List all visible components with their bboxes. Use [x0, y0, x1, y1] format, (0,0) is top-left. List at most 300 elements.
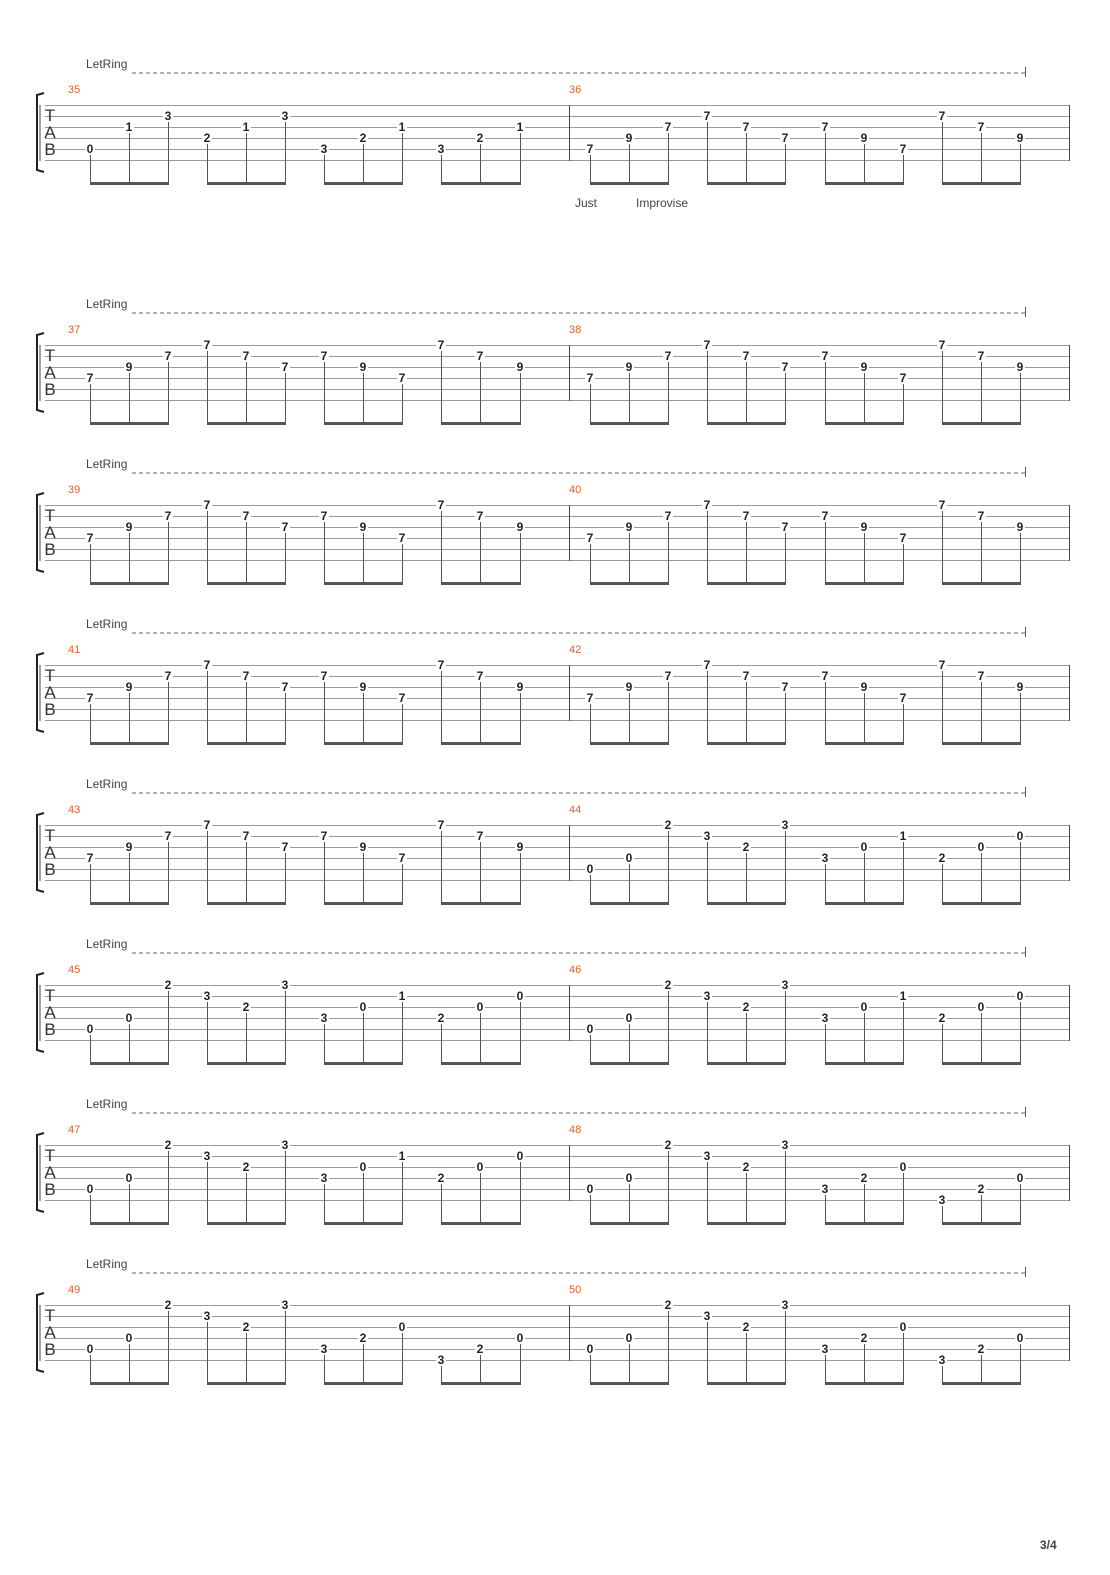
note-beam	[90, 902, 169, 905]
note-beam	[441, 182, 521, 185]
fret-number: 7	[899, 691, 907, 705]
fret-number: 0	[899, 1320, 907, 1334]
fret-number: 1	[398, 989, 406, 1003]
fret-number: 2	[977, 1342, 985, 1356]
fret-number: 3	[821, 1342, 829, 1356]
fret-number: 3	[203, 989, 211, 1003]
note-beam	[441, 422, 521, 425]
fret-number: 7	[664, 509, 672, 523]
fret-number: 7	[242, 829, 250, 843]
fret-number: 2	[242, 1000, 250, 1014]
note-beam	[90, 422, 169, 425]
note-beam	[324, 582, 403, 585]
fret-number: 2	[476, 131, 484, 145]
tab-clef-letter: A	[44, 523, 56, 542]
fret-number: 7	[742, 509, 750, 523]
fret-number: 0	[125, 1011, 133, 1025]
note-beam	[825, 1382, 904, 1385]
measure-number: 36	[569, 84, 582, 96]
fret-number: 0	[586, 1182, 594, 1196]
fret-number: 9	[1016, 360, 1024, 374]
fret-number: 3	[703, 989, 711, 1003]
note-beam	[825, 582, 904, 585]
note-beam	[90, 1382, 169, 1385]
note-beam	[707, 742, 786, 745]
note-beam	[207, 182, 286, 185]
fret-number: 7	[437, 338, 445, 352]
fret-number: 0	[625, 851, 633, 865]
fret-number: 7	[821, 120, 829, 134]
fret-number: 7	[203, 498, 211, 512]
fret-number: 7	[164, 509, 172, 523]
fret-number: 0	[125, 1331, 133, 1345]
measure-number: 41	[68, 644, 81, 656]
note-beam	[707, 582, 786, 585]
fret-number: 0	[86, 1182, 94, 1196]
fret-number: 3	[938, 1193, 946, 1207]
fret-number: 0	[586, 862, 594, 876]
fret-number: 7	[203, 658, 211, 672]
fret-number: 3	[320, 1011, 328, 1025]
tab-clef-letter: T	[44, 1146, 56, 1165]
measure-number: 48	[569, 1124, 582, 1136]
fret-number: 3	[821, 851, 829, 865]
tab-clef-letter: A	[44, 363, 56, 382]
fret-number: 2	[742, 840, 750, 854]
fret-number: 0	[125, 1171, 133, 1185]
fret-number: 0	[86, 1022, 94, 1036]
note-beam	[707, 902, 786, 905]
tab-clef-letter: A	[44, 683, 56, 702]
note-beam	[942, 1062, 1021, 1065]
note-beam	[441, 1222, 521, 1225]
fret-number: 9	[860, 360, 868, 374]
fret-number: 3	[281, 1298, 289, 1312]
fret-number: 7	[203, 818, 211, 832]
fret-number: 9	[359, 680, 367, 694]
fret-number: 7	[398, 851, 406, 865]
fret-number: 3	[781, 1138, 789, 1152]
fret-number: 0	[625, 1011, 633, 1025]
fret-number: 3	[320, 142, 328, 156]
fret-number: 7	[781, 520, 789, 534]
fret-number: 7	[281, 360, 289, 374]
fret-number: 9	[359, 520, 367, 534]
measure-number: 35	[68, 84, 81, 96]
fret-number: 9	[625, 131, 633, 145]
fret-number: 7	[476, 349, 484, 363]
tab-clef-letter: A	[44, 1323, 56, 1342]
note-beam	[324, 422, 403, 425]
fret-number: 0	[398, 1320, 406, 1334]
fret-number: 7	[586, 691, 594, 705]
fret-number: 2	[242, 1160, 250, 1174]
measure-number: 37	[68, 324, 81, 336]
fret-number: 7	[203, 338, 211, 352]
note-beam	[90, 182, 169, 185]
measure-number: 45	[68, 964, 81, 976]
fret-number: 7	[281, 840, 289, 854]
fret-number: 2	[203, 131, 211, 145]
let-ring-label: LetRing	[86, 1097, 128, 1111]
measure-number: 50	[569, 1284, 582, 1296]
let-ring-label: LetRing	[86, 777, 128, 791]
fret-number: 9	[860, 520, 868, 534]
fret-number: 2	[742, 1320, 750, 1334]
fret-number: 1	[242, 120, 250, 134]
let-ring-label: LetRing	[86, 1257, 128, 1271]
note-beam	[441, 582, 521, 585]
fret-number: 7	[86, 851, 94, 865]
fret-number: 9	[625, 520, 633, 534]
fret-number: 7	[703, 109, 711, 123]
note-beam	[707, 1222, 786, 1225]
note-beam	[825, 1222, 904, 1225]
fret-number: 7	[938, 338, 946, 352]
fret-number: 7	[437, 818, 445, 832]
fret-number: 7	[703, 658, 711, 672]
fret-number: 7	[664, 349, 672, 363]
fret-number: 0	[977, 1000, 985, 1014]
fret-number: 2	[860, 1331, 868, 1345]
fret-number: 2	[359, 131, 367, 145]
fret-number: 7	[476, 509, 484, 523]
measure-number: 46	[569, 964, 582, 976]
fret-number: 2	[242, 1320, 250, 1334]
fret-number: 3	[203, 1309, 211, 1323]
fret-number: 2	[437, 1011, 445, 1025]
note-beam	[441, 902, 521, 905]
fret-number: 0	[977, 840, 985, 854]
fret-number: 0	[625, 1171, 633, 1185]
note-beam	[942, 182, 1021, 185]
fret-number: 9	[359, 840, 367, 854]
fret-number: 1	[398, 120, 406, 134]
fret-number: 7	[781, 131, 789, 145]
fret-number: 0	[476, 1000, 484, 1014]
note-beam	[590, 742, 669, 745]
measure-number: 49	[68, 1284, 81, 1296]
lyric-text: Improvise	[636, 196, 689, 210]
fret-number: 0	[860, 840, 868, 854]
fret-number: 7	[664, 120, 672, 134]
fret-number: 0	[516, 989, 524, 1003]
fret-number: 1	[516, 120, 524, 134]
note-beam	[590, 1222, 669, 1225]
fret-number: 7	[437, 498, 445, 512]
fret-number: 7	[742, 669, 750, 683]
note-beam	[90, 742, 169, 745]
fret-number: 3	[821, 1011, 829, 1025]
fret-number: 3	[281, 978, 289, 992]
fret-number: 7	[899, 142, 907, 156]
fret-number: 9	[125, 360, 133, 374]
fret-number: 7	[703, 498, 711, 512]
fret-number: 7	[586, 371, 594, 385]
note-beam	[207, 1062, 286, 1065]
fret-number: 0	[1016, 1171, 1024, 1185]
fret-number: 7	[164, 349, 172, 363]
tab-clef-letter: A	[44, 1163, 56, 1182]
fret-number: 7	[938, 498, 946, 512]
fret-number: 7	[242, 669, 250, 683]
fret-number: 7	[586, 142, 594, 156]
fret-number: 9	[860, 131, 868, 145]
fret-number: 2	[359, 1331, 367, 1345]
fret-number: 1	[899, 989, 907, 1003]
let-ring-label: LetRing	[86, 297, 128, 311]
fret-number: 3	[703, 1309, 711, 1323]
fret-number: 3	[320, 1342, 328, 1356]
note-beam	[207, 742, 286, 745]
fret-number: 0	[86, 142, 94, 156]
lyric-text: Just	[575, 196, 598, 210]
fret-number: 1	[125, 120, 133, 134]
fret-number: 3	[703, 1149, 711, 1163]
fret-number: 2	[164, 1138, 172, 1152]
measure-number: 42	[569, 644, 582, 656]
measure-number: 47	[68, 1124, 81, 1136]
note-beam	[825, 182, 904, 185]
fret-number: 7	[437, 658, 445, 672]
note-beam	[441, 1062, 521, 1065]
note-beam	[825, 422, 904, 425]
fret-number: 2	[664, 1138, 672, 1152]
fret-number: 3	[281, 109, 289, 123]
note-beam	[942, 1382, 1021, 1385]
fret-number: 3	[164, 109, 172, 123]
fret-number: 3	[203, 1149, 211, 1163]
fret-number: 7	[938, 658, 946, 672]
fret-number: 0	[359, 1160, 367, 1174]
fret-number: 9	[516, 840, 524, 854]
fret-number: 2	[664, 1298, 672, 1312]
page-number: 3/4	[1040, 1538, 1057, 1552]
fret-number: 3	[781, 978, 789, 992]
fret-number: 9	[125, 520, 133, 534]
note-beam	[207, 902, 286, 905]
let-ring-label: LetRing	[86, 617, 128, 631]
tab-clef-letter: B	[44, 140, 56, 159]
fret-number: 3	[821, 1182, 829, 1196]
fret-number: 9	[1016, 131, 1024, 145]
fret-number: 7	[398, 531, 406, 545]
fret-number: 9	[125, 680, 133, 694]
fret-number: 2	[938, 1011, 946, 1025]
fret-number: 7	[742, 349, 750, 363]
tab-clef-letter: A	[44, 1003, 56, 1022]
note-beam	[942, 902, 1021, 905]
fret-number: 7	[164, 669, 172, 683]
note-beam	[207, 1382, 286, 1385]
let-ring-label: LetRing	[86, 457, 128, 471]
fret-number: 7	[781, 360, 789, 374]
note-beam	[207, 422, 286, 425]
fret-number: 7	[977, 509, 985, 523]
fret-number: 0	[476, 1160, 484, 1174]
fret-number: 1	[398, 1149, 406, 1163]
tab-clef-letter: B	[44, 1340, 56, 1359]
fret-number: 7	[821, 669, 829, 683]
note-beam	[324, 902, 403, 905]
fret-number: 7	[821, 509, 829, 523]
note-beam	[90, 1222, 169, 1225]
fret-number: 2	[977, 1182, 985, 1196]
let-ring-label: LetRing	[86, 57, 128, 71]
fret-number: 0	[586, 1022, 594, 1036]
fret-number: 7	[899, 531, 907, 545]
fret-number: 9	[1016, 520, 1024, 534]
fret-number: 0	[516, 1331, 524, 1345]
tab-clef-letter: B	[44, 1020, 56, 1039]
fret-number: 7	[781, 680, 789, 694]
note-beam	[90, 582, 169, 585]
fret-number: 0	[586, 1342, 594, 1356]
note-beam	[825, 902, 904, 905]
measure-number: 38	[569, 324, 582, 336]
note-beam	[590, 1382, 669, 1385]
tab-clef-letter: B	[44, 860, 56, 879]
fret-number: 3	[938, 1353, 946, 1367]
note-beam	[207, 1222, 286, 1225]
fret-number: 0	[860, 1000, 868, 1014]
let-ring-label: LetRing	[86, 937, 128, 951]
fret-number: 0	[625, 1331, 633, 1345]
note-beam	[324, 1222, 403, 1225]
tab-clef-letter: T	[44, 666, 56, 685]
fret-number: 2	[742, 1160, 750, 1174]
fret-number: 0	[86, 1342, 94, 1356]
note-beam	[441, 742, 521, 745]
tab-clef-letter: B	[44, 540, 56, 559]
tab-clef-letter: T	[44, 506, 56, 525]
tab-clef-letter: T	[44, 346, 56, 365]
measure-number: 39	[68, 484, 81, 496]
fret-number: 7	[281, 520, 289, 534]
fret-number: 7	[476, 669, 484, 683]
fret-number: 7	[664, 669, 672, 683]
fret-number: 7	[821, 349, 829, 363]
note-beam	[324, 1062, 403, 1065]
fret-number: 0	[1016, 989, 1024, 1003]
fret-number: 2	[860, 1171, 868, 1185]
fret-number: 0	[1016, 829, 1024, 843]
note-beam	[324, 742, 403, 745]
fret-number: 7	[742, 120, 750, 134]
note-beam	[207, 582, 286, 585]
fret-number: 3	[703, 829, 711, 843]
fret-number: 7	[281, 680, 289, 694]
fret-number: 2	[664, 978, 672, 992]
fret-number: 7	[977, 349, 985, 363]
note-beam	[942, 742, 1021, 745]
fret-number: 0	[899, 1160, 907, 1174]
fret-number: 7	[398, 371, 406, 385]
fret-number: 9	[516, 520, 524, 534]
note-beam	[590, 422, 669, 425]
fret-number: 2	[437, 1171, 445, 1185]
fret-number: 7	[86, 691, 94, 705]
fret-number: 7	[242, 509, 250, 523]
fret-number: 7	[977, 120, 985, 134]
measure-number: 43	[68, 804, 81, 816]
measure-number: 40	[569, 484, 582, 496]
note-beam	[324, 1382, 403, 1385]
fret-number: 7	[320, 669, 328, 683]
fret-number: 7	[86, 371, 94, 385]
fret-number: 0	[359, 1000, 367, 1014]
fret-number: 0	[516, 1149, 524, 1163]
tab-clef-letter: T	[44, 106, 56, 125]
note-beam	[707, 1062, 786, 1065]
fret-number: 2	[476, 1342, 484, 1356]
fret-number: 9	[625, 680, 633, 694]
fret-number: 7	[242, 349, 250, 363]
fret-number: 2	[742, 1000, 750, 1014]
note-beam	[825, 1062, 904, 1065]
fret-number: 2	[164, 978, 172, 992]
fret-number: 7	[86, 531, 94, 545]
fret-number: 9	[516, 360, 524, 374]
note-beam	[590, 902, 669, 905]
tab-clef-letter: T	[44, 826, 56, 845]
note-beam	[590, 582, 669, 585]
fret-number: 7	[398, 691, 406, 705]
fret-number: 9	[125, 840, 133, 854]
fret-number: 2	[938, 851, 946, 865]
fret-number: 3	[781, 818, 789, 832]
fret-number: 9	[625, 360, 633, 374]
note-beam	[707, 182, 786, 185]
fret-number: 9	[359, 360, 367, 374]
fret-number: 3	[781, 1298, 789, 1312]
fret-number: 3	[437, 1353, 445, 1367]
fret-number: 2	[664, 818, 672, 832]
note-beam	[590, 182, 669, 185]
note-beam	[707, 422, 786, 425]
fret-number: 7	[320, 829, 328, 843]
tab-clef-letter: T	[44, 1306, 56, 1325]
fret-number: 7	[164, 829, 172, 843]
fret-number: 2	[164, 1298, 172, 1312]
fret-number: 3	[281, 1138, 289, 1152]
fret-number: 7	[586, 531, 594, 545]
fret-number: 0	[1016, 1331, 1024, 1345]
fret-number: 3	[320, 1171, 328, 1185]
note-beam	[825, 742, 904, 745]
fret-number: 7	[703, 338, 711, 352]
note-beam	[942, 582, 1021, 585]
note-beam	[942, 1222, 1021, 1225]
note-beam	[324, 182, 403, 185]
fret-number: 7	[899, 371, 907, 385]
tab-clef-letter: A	[44, 843, 56, 862]
tab-clef-letter: T	[44, 986, 56, 1005]
note-beam	[90, 1062, 169, 1065]
fret-number: 9	[516, 680, 524, 694]
note-beam	[942, 422, 1021, 425]
fret-number: 7	[977, 669, 985, 683]
fret-number: 7	[476, 829, 484, 843]
measure-number: 44	[569, 804, 582, 816]
note-beam	[441, 1382, 521, 1385]
tab-clef-letter: A	[44, 123, 56, 142]
tab-clef-letter: B	[44, 700, 56, 719]
fret-number: 3	[437, 142, 445, 156]
fret-number: 7	[938, 109, 946, 123]
fret-number: 9	[1016, 680, 1024, 694]
tab-clef-letter: B	[44, 1180, 56, 1199]
